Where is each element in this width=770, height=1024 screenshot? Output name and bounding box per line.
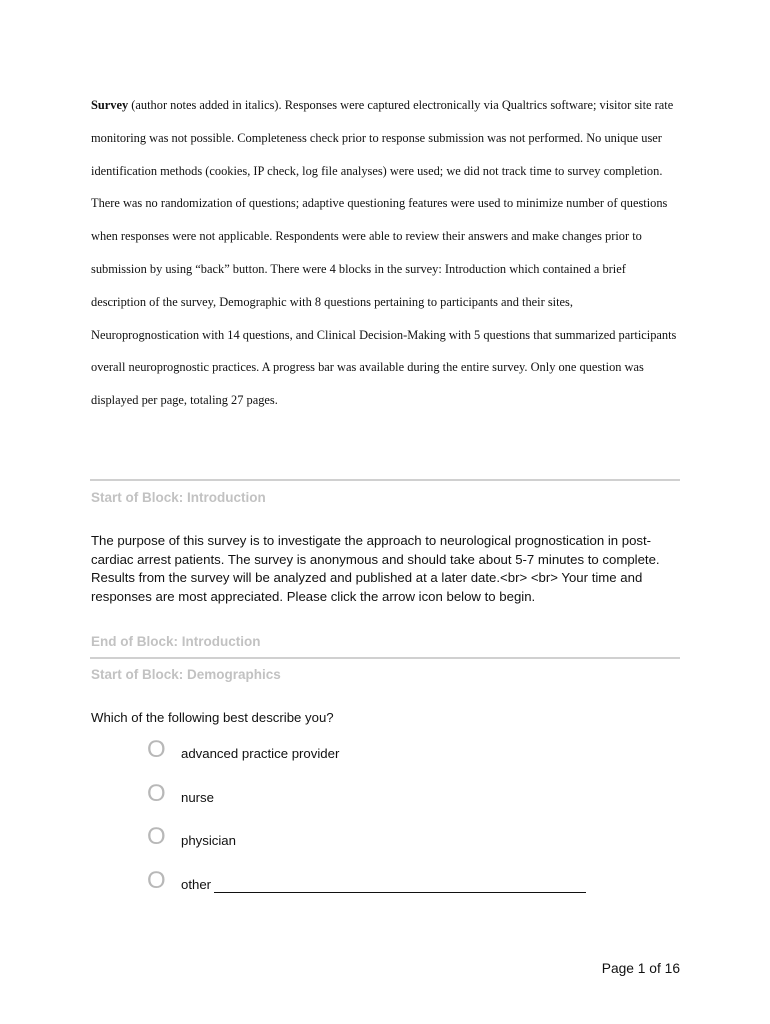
option-other[interactable]: [147, 865, 586, 893]
survey-title: Survey: [91, 98, 129, 112]
option-label: nurse: [181, 790, 214, 805]
option-physician[interactable]: [147, 821, 236, 849]
other-text-line[interactable]: [214, 880, 586, 893]
option-label: advanced practice provider: [181, 746, 340, 761]
block-start-introduction: Start of Block: Introduction: [91, 490, 266, 505]
block-divider: [90, 479, 680, 481]
option-nurse[interactable]: [147, 778, 214, 806]
radio-button[interactable]: O: [147, 780, 166, 807]
block-end-introduction: End of Block: Introduction: [91, 634, 261, 649]
radio-button[interactable]: O: [147, 867, 166, 894]
option-label: other: [181, 877, 212, 892]
question-text: Which of the following best describe you?: [91, 710, 334, 725]
option-advanced-practice-provider[interactable]: [147, 734, 339, 762]
introduction-text: The purpose of this survey is to investigate the approach to neurological prognostication in post-cardiac arrest patients. The survey is anonymous and should take about 5-7 minutes to complete. Results from the survey will be analyzed and published at a later date.<br> <br> Your time and responses are most appreciated. Please click the arrow icon below to begin.: [91, 533, 660, 605]
radio-button[interactable]: O: [147, 736, 166, 763]
survey-description-text: (author notes added in italics). Responses were captured electronically via Qualtrics software; visitor site rate monitoring was not possible. Completeness check prior to response submission was not performed. No unique user identification methods (cookies, IP check, log file analyses) were used; we did not track time to survey completion. There was no randomization of questions; adaptive questioning features were used to minimize number of questions when responses were not applicable. Respondents were able to review their answers and make changes prior to submission by using “back” button. There were 4 blocks in the survey: Introduction which contained a brief description of the survey, Demographic with 8 questions pertaining to participants and their sites, Neuroprognostication with 14 questions, and Clinical Decision-Making with 5 questions that summarized participants overall neuroprognostic practices. A progress bar was available during the entire survey. Only one question was displayed per page, totaling 27 pages.: [91, 98, 677, 408]
page-number: Page 1 of 16: [601, 961, 680, 976]
option-label: physician: [181, 833, 236, 848]
block-divider: [90, 657, 680, 659]
radio-button[interactable]: O: [147, 823, 166, 850]
survey-description: [91, 89, 683, 417]
block-start-demographics: Start of Block: Demographics: [91, 667, 281, 682]
